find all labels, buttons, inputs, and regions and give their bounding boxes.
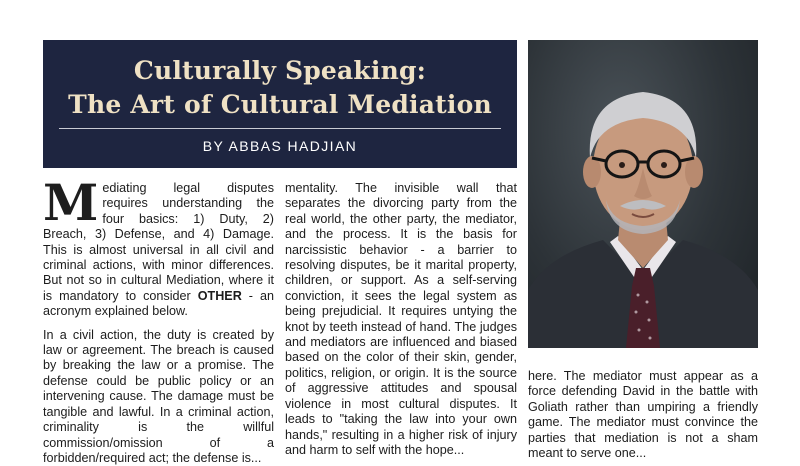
article-title bbox=[43, 54, 517, 122]
column-2-text: mentality. The invisible wall that separates the divorcing party from the real world, the other party, the mediator, and the process. It is the basis for narcissistic behavior - a barrier to resolving disputes, be it marital property, children, or support. As a self-serving conviction, it sees the legal system as being prejudicial. It requires untying the knot by teeth instead of hand. The judges and mediators are influenced and biased based on the color of their skin, gender, politics, religion, or origin. It is the source of aggressive attitudes and spousal violence in most cultural disputes. It leads to "taking the law into your own hands," resulting in a higher risk of injury and harm to self with the hope... bbox=[285, 181, 517, 457]
header-divider bbox=[59, 128, 501, 129]
paragraph-1-text-a: ediating legal disputes requires understanding the four basics: 1) Duty, 2) Breach, 3) Defense, and 4) Damage. This is almost universal in all civil and criminal actions, with minor differences. But not so in cultural Mediation, where it is mandatory to consider bbox=[43, 181, 274, 303]
column-3-text: here. The mediator must appear as a force defending David in the battle with Goliath rather than umpiring a friendly game. The mediator must convince the parties that mediation is not a sham meant to serve one... bbox=[528, 369, 758, 461]
byline: BY ABBAS HADJIAN bbox=[202, 138, 358, 154]
drop-cap: M bbox=[43, 173, 99, 232]
author-portrait bbox=[528, 40, 758, 348]
article-column-2 bbox=[285, 181, 517, 457]
article-column-3 bbox=[528, 369, 758, 461]
title-line-2: The Art of Cultural Mediation bbox=[68, 90, 492, 119]
title-line-1: Culturally Speaking: bbox=[133, 56, 427, 85]
paragraph-1-bold: OTHER bbox=[197, 288, 242, 303]
paragraph-1 bbox=[43, 173, 275, 320]
paragraph-2: In a civil action, the duty is created by law or agreement. The breach is caused by breaking the law or a promise. The defense could be public policy or an intervening cause. The damage must be tangible and lawful. In a criminal action, criminality is the willful commission/omission of a forbidden/required act; the defense is... bbox=[43, 327, 274, 465]
paragraph-1-text-b: - an acronym explained below. bbox=[43, 288, 275, 319]
portrait-illustration bbox=[528, 40, 758, 348]
article-column-1 bbox=[43, 173, 275, 465]
article-header bbox=[43, 40, 517, 168]
